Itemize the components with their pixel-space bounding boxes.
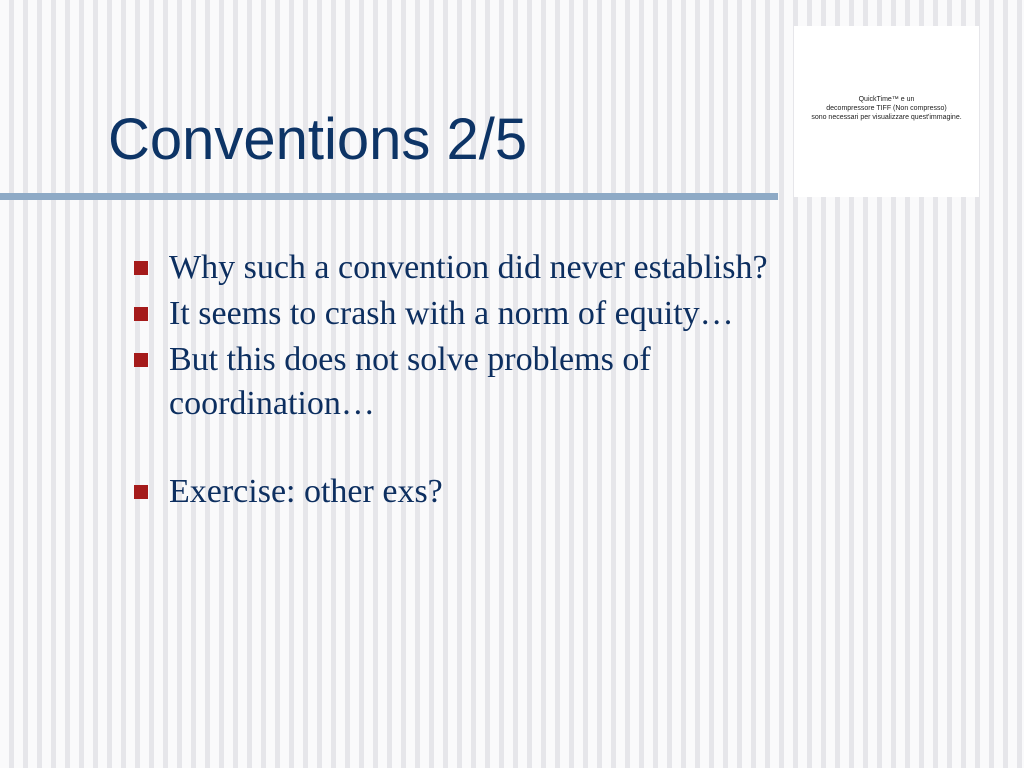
- bullet-item: [132, 338, 772, 426]
- quicktime-message-line-2: decompressore TIFF (Non compresso): [826, 105, 947, 112]
- quicktime-message: [794, 95, 979, 122]
- bullet-item: [132, 246, 772, 290]
- quicktime-image-placeholder: [794, 26, 979, 197]
- bullet-text: Why such a convention did never establish?: [169, 249, 768, 286]
- square-bullet-icon: [134, 261, 148, 275]
- bullet-list: [132, 246, 772, 516]
- square-bullet-icon: [134, 353, 148, 367]
- quicktime-message-line-1: QuickTime™ e un: [858, 96, 915, 103]
- bullet-text: But this does not solve problems of coordination…: [169, 341, 651, 422]
- quicktime-message-line-3: sono necessari per visualizzare quest'immagine.: [811, 114, 962, 121]
- square-bullet-icon: [134, 307, 148, 321]
- bullet-text: It seems to crash with a norm of equity…: [169, 295, 734, 332]
- slide-title: Conventions 2/5: [108, 107, 528, 172]
- bullet-text: Exercise: other exs?: [169, 473, 443, 510]
- bullet-item: [132, 292, 772, 336]
- square-bullet-icon: [134, 485, 148, 499]
- bullet-item: [132, 470, 772, 514]
- title-underline: [0, 193, 778, 200]
